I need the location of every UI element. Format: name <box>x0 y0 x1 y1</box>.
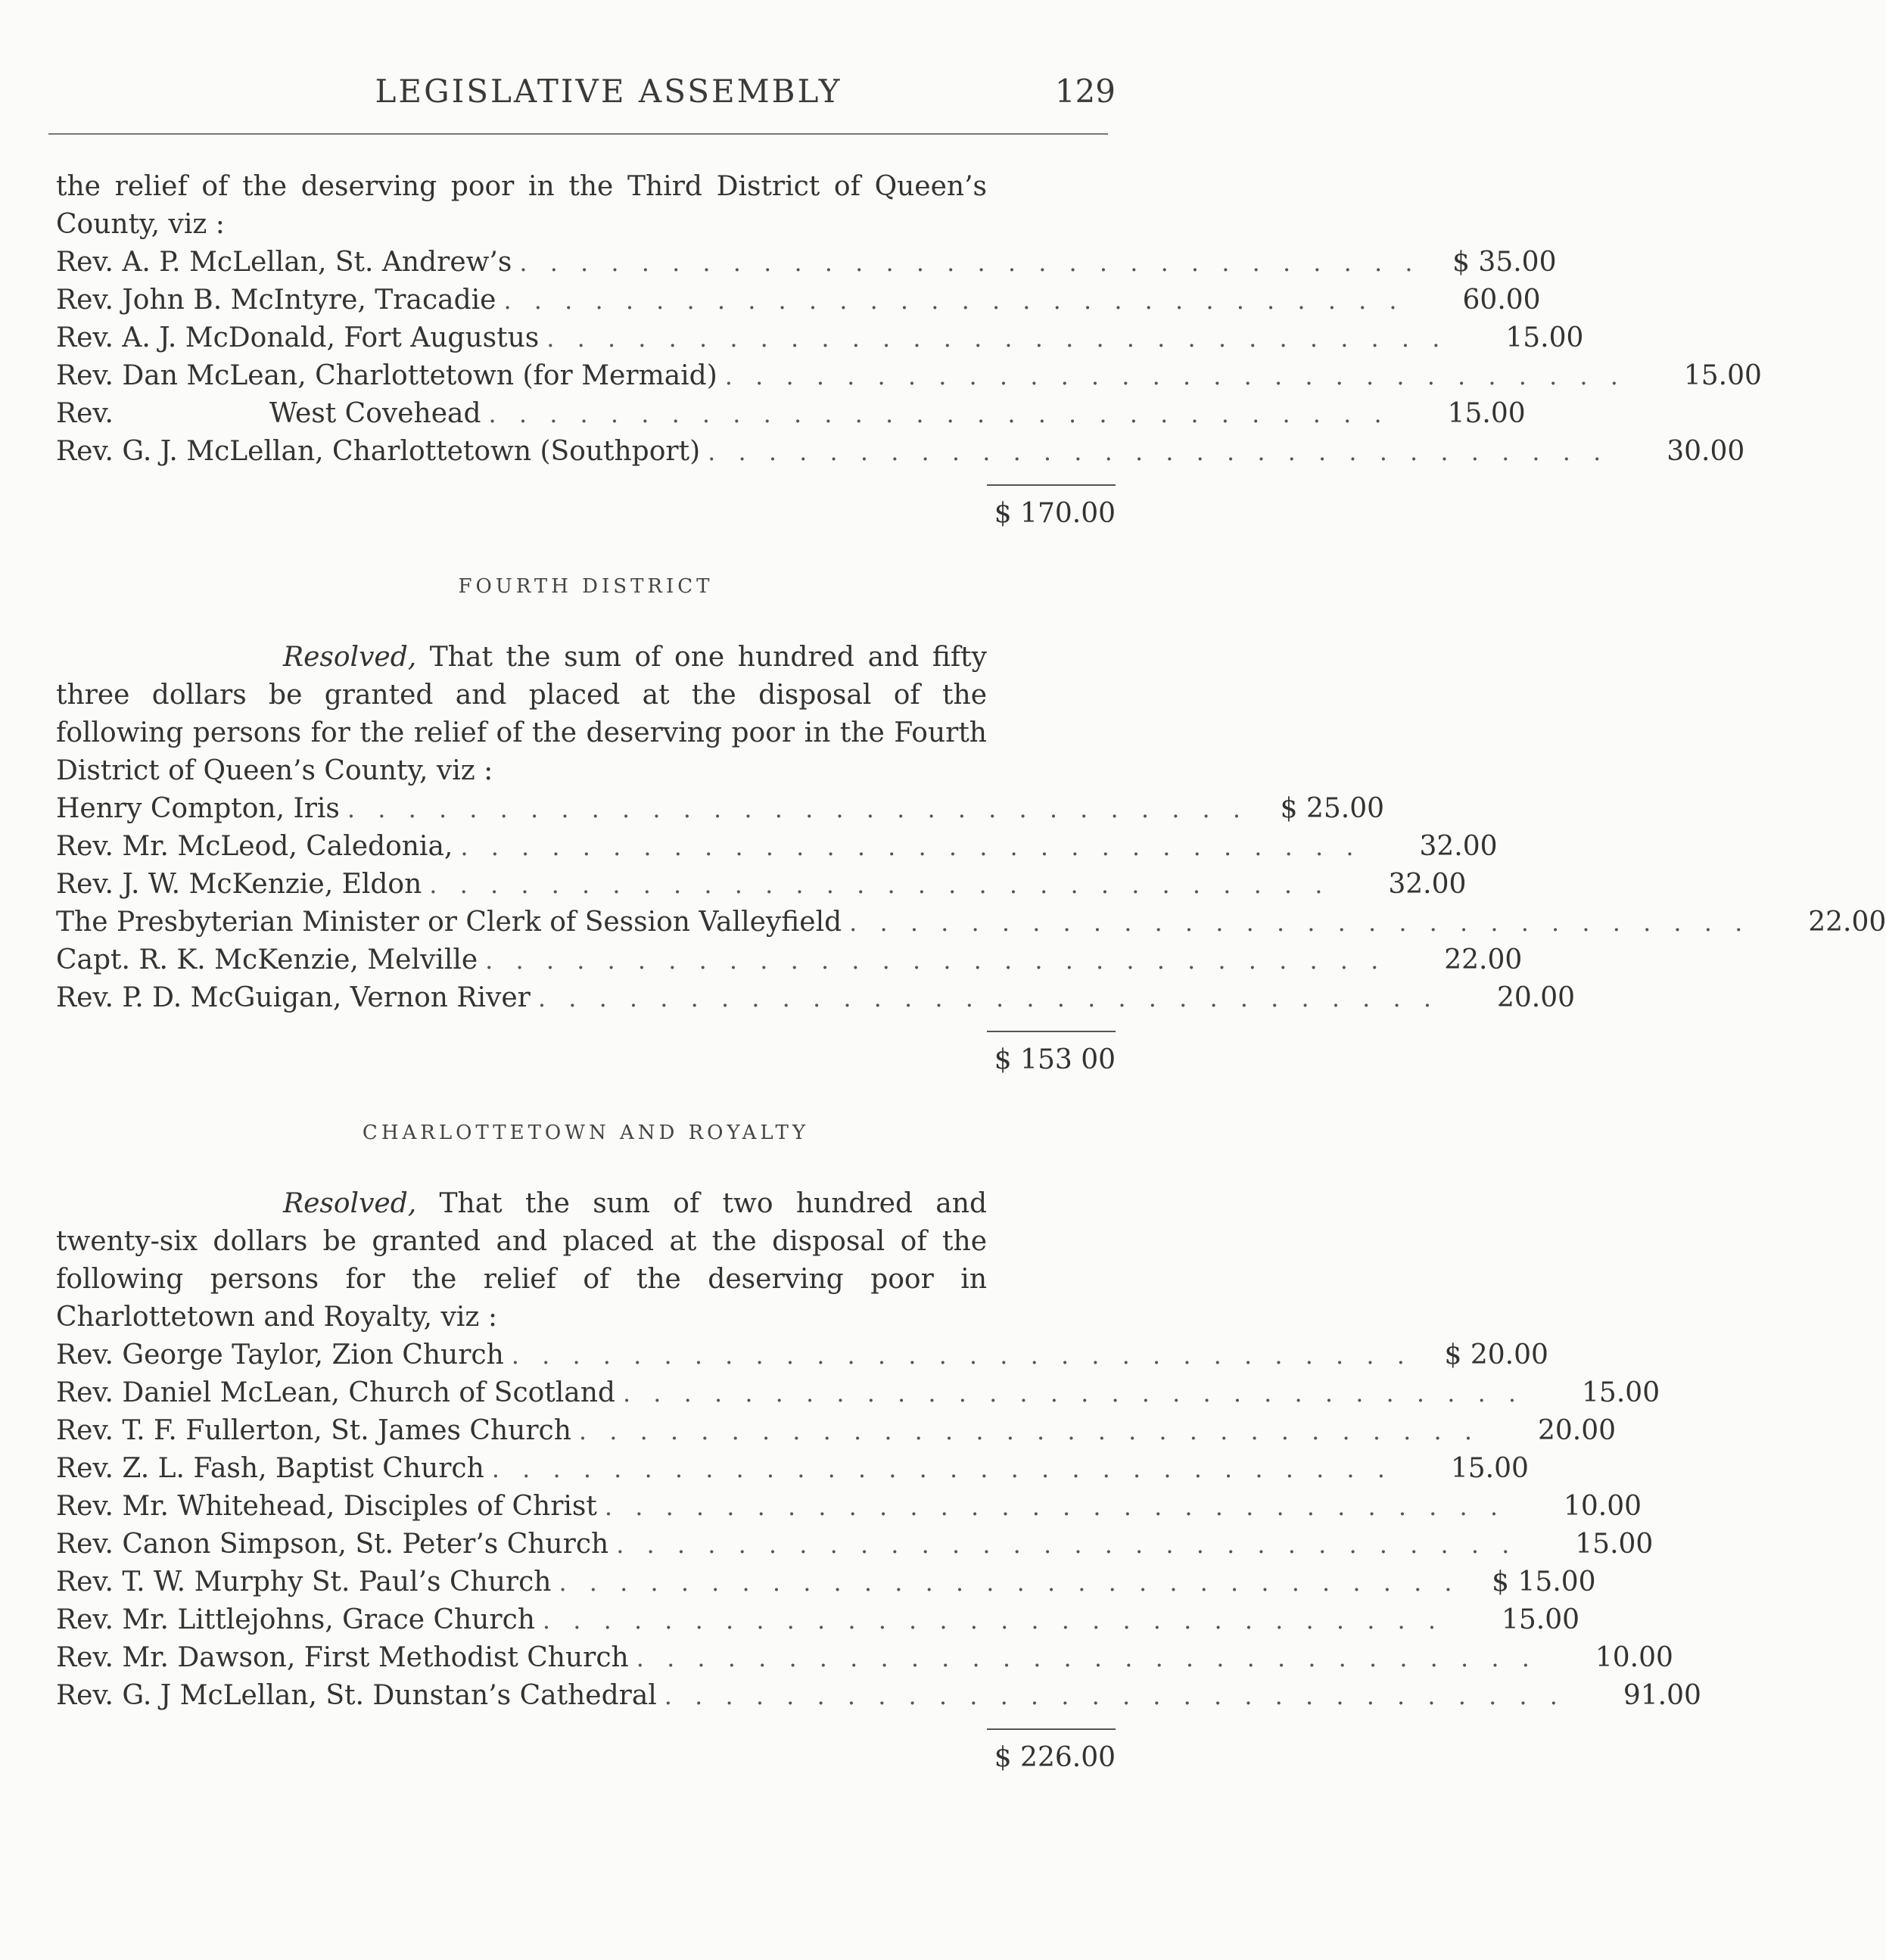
leader-dots: . . . . . . . . . . . . . . . . . . . . . . . . . . . . . . <box>429 870 1330 899</box>
page-header <box>56 73 1116 118</box>
item-amount: 15.00 <box>1502 1604 1580 1635</box>
leader-dots: . . . . . . . . . . . . . . . . . . . . . . . . . . . . . . <box>604 1492 1506 1521</box>
list-item <box>56 282 1541 319</box>
list-item <box>56 1374 1660 1412</box>
item-label: Rev. T. F. Fullerton, St. James Church <box>56 1415 571 1446</box>
item-amount: 20.00 <box>1496 982 1576 1013</box>
item-amount: 20.00 <box>1537 1415 1617 1446</box>
item-amount: 60.00 <box>1462 285 1541 316</box>
leader-dots: . . . . . . . . . . . . . . . . . . . . . . . . . . . . . . <box>347 795 1249 823</box>
item-label: Rev. West Covehead <box>56 398 481 429</box>
leader-dots: . . . . . . . . . . . . . . . . . . . . . . . . . . . . . . <box>622 1379 1524 1408</box>
total-rule <box>987 1031 1116 1032</box>
third-district-intro: the relief of the deserving poor in the Third District of Queen’s County, viz : <box>56 171 987 240</box>
item-amount: $ 25.00 <box>1280 793 1385 824</box>
list-item <box>56 1526 1654 1563</box>
item-amount: 32.00 <box>1419 831 1498 862</box>
item-amount: 22.00 <box>1808 907 1886 938</box>
item-label: Rev. P. D. McGuigan, Vernon River <box>56 982 531 1013</box>
leader-dots: . . . . . . . . . . . . . . . . . . . . . . . . . . . . . . <box>460 832 1362 861</box>
leader-dots: . . . . . . . . . . . . . . . . . . . . . . . . . . . . . . <box>503 286 1405 315</box>
leader-dots: . . . . . . . . . . . . . . . . . . . . . . . . . . . . . . <box>511 1341 1412 1370</box>
page-number: 129 <box>1054 73 1116 110</box>
item-amount: $ 35.00 <box>1452 247 1557 278</box>
list-item <box>56 979 1576 1017</box>
header-rule <box>48 133 1108 135</box>
item-amount: 10.00 <box>1595 1642 1673 1673</box>
item-label: Rev. Mr. McLeod, Caledonia, <box>56 831 453 862</box>
item-label: Rev. John B. McIntyre, Tracadie <box>56 285 496 316</box>
list-item <box>56 1412 1617 1450</box>
total-rule <box>987 1728 1116 1730</box>
section-total: $ 170.00 <box>994 498 1116 529</box>
item-amount: $ 20.00 <box>1444 1339 1548 1370</box>
item-amount: 15.00 <box>1505 322 1584 353</box>
item-amount: 15.00 <box>1450 1453 1529 1484</box>
leader-dots: . . . . . . . . . . . . . . . . . . . . . . . . . . . . . . <box>616 1530 1517 1559</box>
total-rule <box>987 484 1116 486</box>
third-district-list <box>56 244 1762 471</box>
list-item <box>56 433 1745 471</box>
item-label: Rev. Canon Simpson, St. Peter’s Church <box>56 1529 609 1560</box>
item-label: Rev. J. W. McKenzie, Eldon <box>56 869 422 900</box>
leader-dots: . . . . . . . . . . . . . . . . . . . . . . . . . . . . . . <box>542 1606 1444 1635</box>
item-label: Rev. Z. L. Fash, Baptist Church <box>56 1453 484 1484</box>
resolution-text: That the sum of one hundred and fifty three dollars be granted and placed at the disposal of the following persons for the relief of the deserving poor in the Fourth District of Queen’s County, viz : <box>56 642 987 786</box>
item-amount: 32.00 <box>1388 869 1467 900</box>
leader-dots: . . . . . . . . . . . . . . . . . . . . . . . . . . . . . . <box>578 1417 1480 1445</box>
item-label: Henry Compton, Iris <box>56 793 340 824</box>
list-item <box>56 941 1523 979</box>
list-item <box>56 1639 1673 1677</box>
leader-dots: . . . . . . . . . . . . . . . . . . . . . . . . . . . . . . <box>491 1454 1393 1483</box>
resolved-word: Resolved, <box>283 642 417 673</box>
list-item <box>56 1677 1701 1715</box>
leader-dots: . . . . . . . . . . . . . . . . . . . . . . . . . . . . . . <box>664 1682 1565 1710</box>
resolution-paragraph <box>56 1185 987 1336</box>
resolution-text: That the sum of two hundred and twenty-six dollars be granted and placed at the disposal of the following persons for the relief of the deserving poor in Charlottetown and Royalty, viz : <box>56 1188 987 1333</box>
list-item <box>56 790 1385 828</box>
list-item <box>56 244 1557 282</box>
item-label: Rev. Daniel McLean, Church of Scotland <box>56 1377 615 1408</box>
leader-dots: . . . . . . . . . . . . . . . . . . . . . . . . . . . . . . <box>519 248 1421 277</box>
leader-dots: . . . . . . . . . . . . . . . . . . . . . . . . . . . . . . <box>636 1644 1537 1672</box>
leader-dots: . . . . . . . . . . . . . . . . . . . . . . . . . . . . . . <box>849 908 1751 937</box>
list-item <box>56 1336 1548 1374</box>
list-item <box>56 1601 1580 1639</box>
leader-dots: . . . . . . . . . . . . . . . . . . . . . . . . . . . . . . <box>559 1568 1460 1597</box>
item-label: The Presbyterian Minister or Clerk of Session Valleyfield <box>56 907 842 938</box>
item-label: Rev. T. W. Murphy St. Paul’s Church <box>56 1566 552 1598</box>
leader-dots: . . . . . . . . . . . . . . . . . . . . . . . . . . . . . . <box>708 437 1609 466</box>
leader-dots: . . . . . . . . . . . . . . . . . . . . . . . . . . . . . . <box>537 984 1439 1013</box>
running-title: LEGISLATIVE ASSEMBLY <box>375 73 842 110</box>
item-label: Rev. A. J. McDonald, Fort Augustus <box>56 322 540 353</box>
item-label: Rev. Mr. Dawson, First Methodist Church <box>56 1642 629 1673</box>
item-amount: 15.00 <box>1447 398 1526 429</box>
item-amount: $ 15.00 <box>1492 1566 1596 1598</box>
leader-dots: . . . . . . . . . . . . . . . . . . . . . . . . . . . . . . <box>546 324 1448 353</box>
list-item <box>56 904 1886 941</box>
list-item <box>56 395 1526 433</box>
leader-dots: . . . . . . . . . . . . . . . . . . . . . . . . . . . . . . <box>724 362 1626 390</box>
section-heading: FOURTH DISTRICT <box>458 575 714 598</box>
charlottetown-list <box>56 1336 1701 1715</box>
list-item <box>56 1488 1642 1526</box>
item-label: Rev. Mr. Whitehead, Disciples of Christ <box>56 1491 597 1522</box>
item-amount: 91.00 <box>1623 1680 1701 1711</box>
list-item <box>56 1450 1529 1488</box>
item-label: Rev. Mr. Littlejohns, Grace Church <box>56 1604 535 1635</box>
item-label: Rev. G. J. McLellan, Charlottetown (Southport) <box>56 436 701 467</box>
resolved-word: Resolved, <box>283 1188 417 1219</box>
section-total: $ 153 00 <box>994 1044 1116 1075</box>
section-heading: CHARLOTTETOWN AND ROYALTY <box>362 1122 810 1144</box>
item-label: Rev. G. J McLellan, St. Dunstan’s Cathedral <box>56 1680 657 1711</box>
item-amount: 15.00 <box>1582 1377 1660 1408</box>
resolution-paragraph <box>56 639 987 790</box>
item-label: Rev. George Taylor, Zion Church <box>56 1339 504 1370</box>
item-label: Capt. R. K. McKenzie, Melville <box>56 944 478 975</box>
item-amount: 15.00 <box>1683 360 1762 391</box>
list-item <box>56 319 1584 357</box>
leader-dots: . . . . . . . . . . . . . . . . . . . . . . . . . . . . . . <box>488 400 1390 428</box>
fourth-district-list <box>56 790 1886 1017</box>
list-item <box>56 357 1762 395</box>
list-item <box>56 828 1498 866</box>
list-item <box>56 1563 1596 1601</box>
item-amount: 22.00 <box>1444 944 1523 975</box>
item-amount: 30.00 <box>1667 436 1745 467</box>
item-amount: 10.00 <box>1563 1491 1642 1522</box>
item-label: Rev. A. P. McLellan, St. Andrew’s <box>56 247 512 278</box>
leader-dots: . . . . . . . . . . . . . . . . . . . . . . . . . . . . . . <box>485 946 1386 975</box>
list-item <box>56 866 1467 904</box>
section-total: $ 226.00 <box>994 1742 1116 1773</box>
item-amount: 15.00 <box>1575 1529 1654 1560</box>
page-content <box>56 168 1886 1777</box>
item-label: Rev. Dan McLean, Charlottetown (for Mermaid) <box>56 360 717 391</box>
